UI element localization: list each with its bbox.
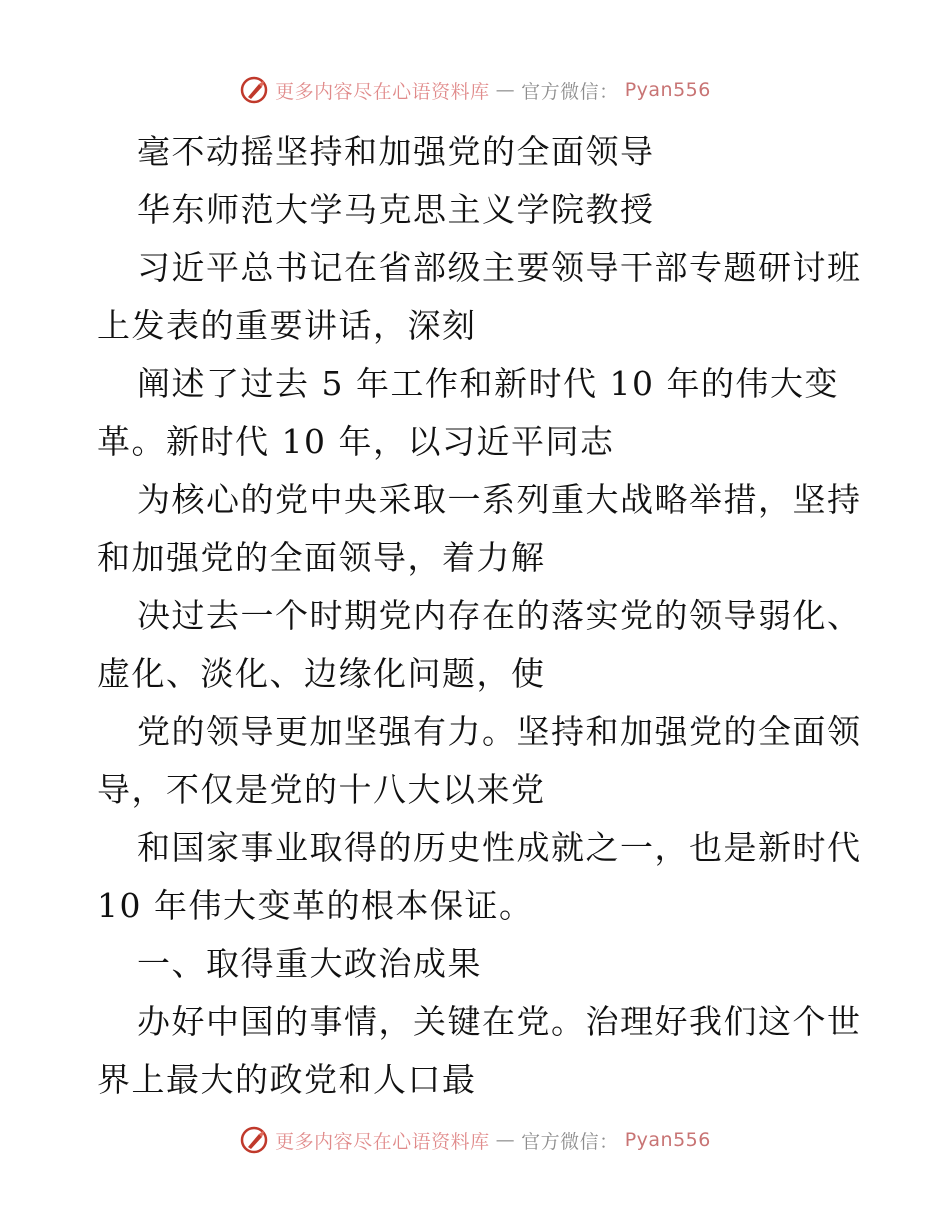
footer-watermark — [0, 1123, 950, 1157]
watermark-dash: — — [495, 1129, 516, 1151]
watermark-wechat-id: Pyan556 — [624, 79, 711, 101]
paragraph-line: 导，不仅是党的十八大以来党 — [97, 770, 546, 809]
header-watermark — [0, 73, 950, 107]
paragraph-line: 虚化、淡化、边缘化问题，使 — [97, 654, 546, 693]
paragraph-line: 革。新时代 10 年，以习近平同志 — [97, 422, 615, 461]
paragraph-line: 决过去一个时期党内存在的落实党的领导弱化、 — [137, 596, 862, 635]
paragraph-line: 阐述了过去 5 年工作和新时代 10 年的伟大变 — [137, 364, 839, 403]
section-heading: 一、取得重大政治成果 — [137, 944, 482, 983]
pen-nib-circle-icon — [239, 1125, 269, 1155]
pen-nib-circle-icon — [239, 75, 269, 105]
paragraph-line: 和加强党的全面领导，着力解 — [97, 538, 546, 577]
paragraph-line: 习近平总书记在省部级主要领导干部专题研讨班 — [137, 248, 862, 287]
paragraph-line: 和国家事业取得的历史性成就之一，也是新时代 — [137, 828, 862, 867]
document-author: 华东师范大学马克思主义学院教授 — [137, 190, 655, 229]
paragraph-line: 上发表的重要讲话，深刻 — [97, 306, 477, 345]
watermark-wechat-label: 官方微信： — [521, 1130, 619, 1153]
watermark-dash: — — [495, 79, 516, 101]
watermark-wechat-id: Pyan556 — [624, 1129, 711, 1151]
document-body — [97, 123, 862, 1109]
paragraph-line: 为核心的党中央采取一系列重大战略举措，坚持 — [137, 480, 862, 519]
watermark-wechat-label: 官方微信： — [521, 80, 619, 103]
paragraph-line: 办好中国的事情，关键在党。治理好我们这个世 — [137, 1002, 862, 1041]
watermark-text: 更多内容尽在心语资料库 — [275, 1130, 490, 1153]
watermark-text: 更多内容尽在心语资料库 — [275, 80, 490, 103]
paragraph-line: 党的领导更加坚强有力。坚持和加强党的全面领 — [137, 712, 862, 751]
paragraph-line: 10 年伟大变革的根本保证。 — [97, 886, 534, 925]
document-title: 毫不动摇坚持和加强党的全面领导 — [137, 132, 655, 171]
paragraph-line: 界上最大的政党和人口最 — [97, 1060, 477, 1099]
